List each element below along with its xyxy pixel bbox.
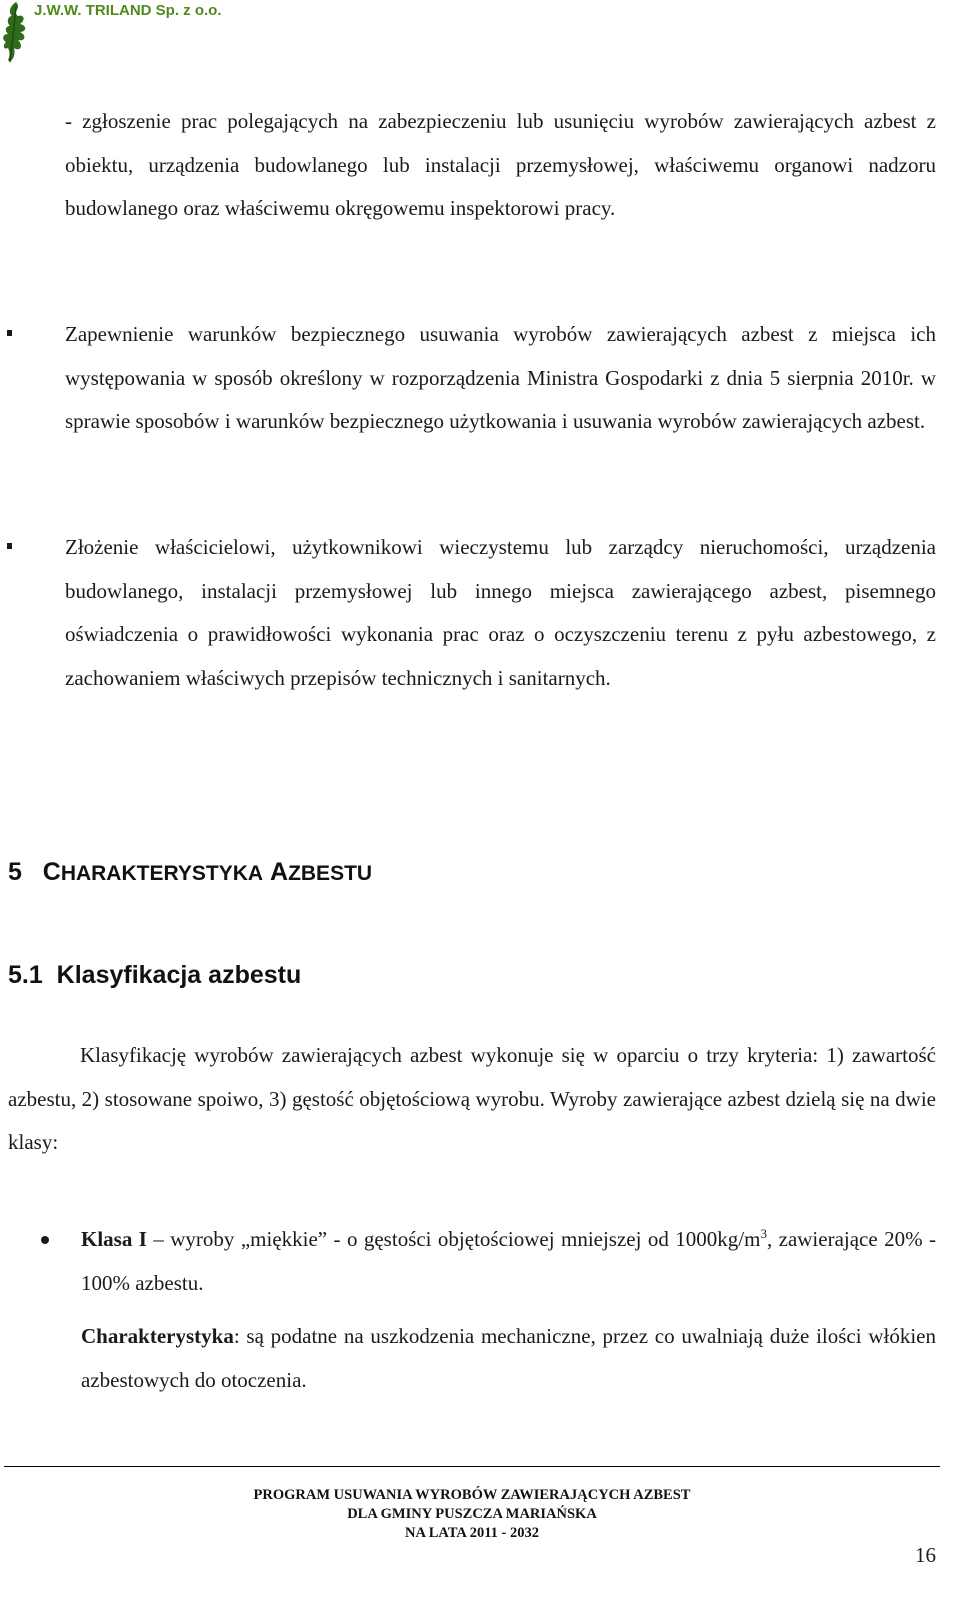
section-paragraph bbox=[8, 1034, 936, 1165]
class-label: Klasa I bbox=[81, 1227, 147, 1251]
class-item bbox=[81, 1218, 936, 1305]
intro-paragraph: - zgłoszenie prac polegających na zabezpieczeniu lub usunięciu wyrobów zawierających azbest z obiektu, urządzenia budowlanego lub instalacji przemysłowej, właściwemu organowi nadzoru budowlanego oraz właściwemu okręgowemu inspektorowi pracy. bbox=[65, 109, 936, 220]
chapter-heading bbox=[8, 858, 372, 887]
class-text-end: , zawierające 20% - 100% azbestu. bbox=[81, 1227, 937, 1295]
chapter-title-cap1: C bbox=[42, 858, 61, 886]
page-footer bbox=[0, 1486, 944, 1543]
characteristics-paragraph bbox=[81, 1315, 936, 1402]
round-bullet-icon bbox=[41, 1236, 49, 1244]
section-heading bbox=[8, 961, 301, 990]
square-bullet-icon bbox=[7, 543, 12, 549]
footer-divider bbox=[4, 1466, 940, 1467]
footer-line-2: DLA GMINY PUSZCZA MARIAŃSKA bbox=[347, 1506, 597, 1522]
page-header bbox=[0, 0, 960, 70]
bullet-item: Zapewnienie warunków bezpiecznego usuwania wyrobów zawierających azbest z miejsca ich występowania w sposób określony w rozporządzenia Ministra Gospodarki z dnia 5 sierpnia 2010r. w sprawie sposobów i warunków bezpiecznego użytkowania i usuwania wyrobów zawierających azbest. bbox=[65, 322, 936, 433]
company-name: J.W.W. TRILAND Sp. z o.o. bbox=[34, 2, 222, 19]
chapter-title-cap2: A bbox=[270, 858, 289, 886]
class-sup: 3 bbox=[760, 1226, 767, 1241]
bullet-item: Złożenie właścicielowi, użytkownikowi wieczystemu lub zarządcy nieruchomości, urządzenia budowlanego, instalacji przemysłowej lub innego miejsca zawierającego azbest, pisemnego oświadczenia o prawidłowości wykonania prac oraz o oczyszczeniu terenu z pyłu azbestowego, z zachowaniem właściwych przepisów technicznych i sanitarnych. bbox=[65, 535, 936, 690]
section-paragraph-text: Klasyfikację wyrobów zawierających azbest wykonuje się w oparciu o trzy kryteria: 1) zawartość azbestu, 2) stosowane spoiwo, 3) gęstość objętościową wyrobu. Wyroby zawierające azbest dzielą się na dwie klasy: bbox=[8, 1043, 936, 1154]
chapter-title-rest2: ZBESTU bbox=[288, 862, 373, 885]
section-title: Klasyfikacja azbestu bbox=[56, 961, 302, 989]
section-number: 5.1 bbox=[8, 961, 43, 989]
page-number: 16 bbox=[915, 1543, 936, 1567]
chapter-number: 5 bbox=[8, 858, 22, 886]
footer-line-1: PROGRAM USUWANIA WYROBÓW ZAWIERAJĄCYCH AZBEST bbox=[253, 1487, 691, 1503]
footer-line-3: NA LATA 2011 - 2032 bbox=[404, 1525, 539, 1541]
char-text: : są podatne na uszkodzenia mechaniczne, przez co uwalniają duże ilości włókien azbestowych do otoczenia. bbox=[81, 1324, 936, 1392]
char-label: Charakterystyka bbox=[81, 1324, 234, 1348]
square-bullet-icon bbox=[7, 330, 12, 336]
chapter-title-rest1: HARAKTERYSTYKA bbox=[60, 862, 264, 885]
class-text: – wyroby „miękkie” - o gęstości objętościowej mniejszej od 1000kg/m bbox=[146, 1227, 761, 1251]
